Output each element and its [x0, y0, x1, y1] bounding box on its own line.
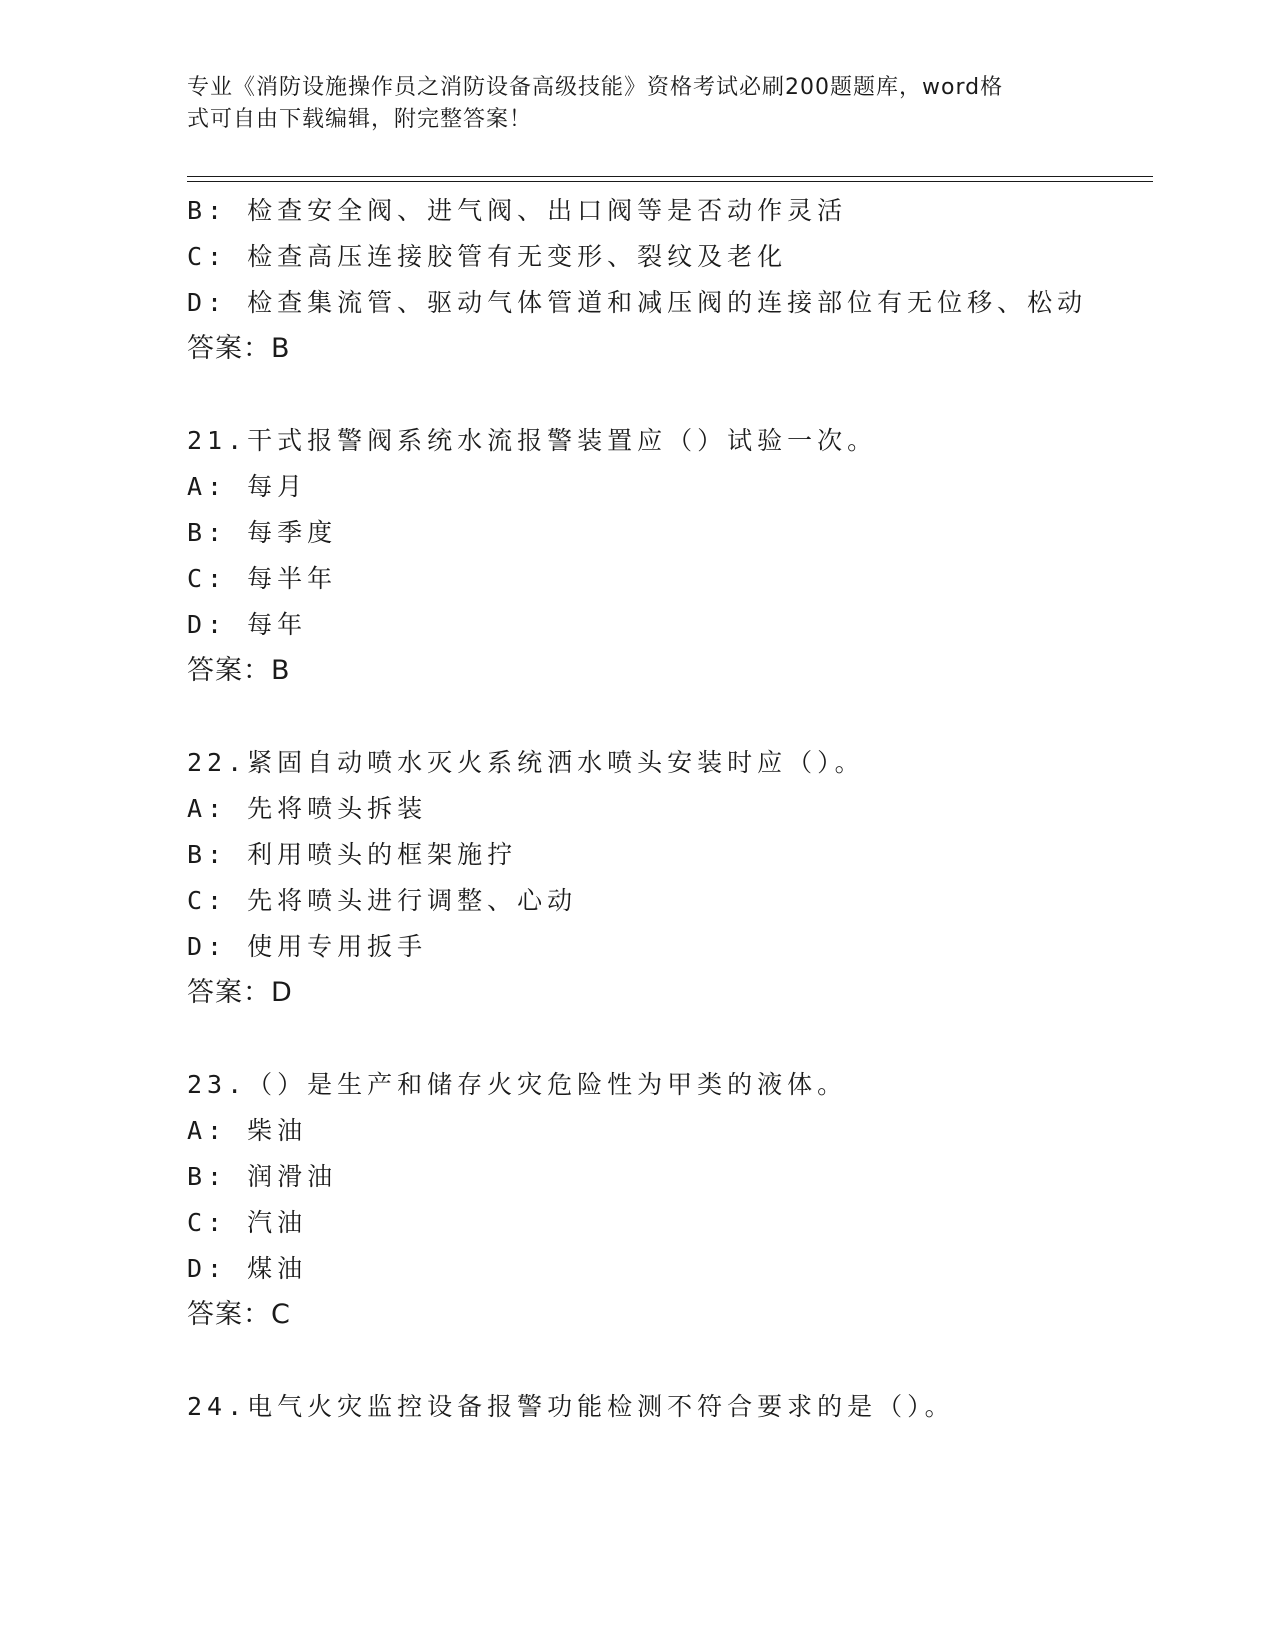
document-header: [187, 72, 1067, 136]
option-d: D: 检查集流管、驱动气体管道和减压阀的连接部位有无位移、松动: [187, 288, 1088, 317]
option-c: C: 检查高压连接胶管有无变形、裂纹及老化: [187, 242, 788, 271]
question-stem: 24.电气火灾监控设备报警功能检测不符合要求的是（）。: [187, 1392, 955, 1421]
option-a: A: 每月: [187, 472, 308, 501]
question-stem: 23.（）是生产和储存火灾危险性为甲类的液体。: [187, 1070, 848, 1099]
question-stem: 21.干式报警阀系统水流报警装置应（）试验一次。: [187, 426, 878, 455]
option-d: D: 使用专用扳手: [187, 932, 428, 961]
option-b: B: 每季度: [187, 518, 338, 547]
header-rule-bottom: [187, 181, 1153, 182]
option-b: B: 利用喷头的框架施拧: [187, 840, 518, 869]
question-block-previous: [187, 188, 1153, 372]
question-list: [187, 188, 1153, 1430]
option-b: B: 检查安全阀、进气阀、出口阀等是否动作灵活: [187, 196, 848, 225]
option-a: A: 先将喷头拆装: [187, 794, 428, 823]
answer-line: 答案：C: [187, 1299, 291, 1330]
question-block-21: [187, 418, 1153, 694]
answer-line: 答案：D: [187, 977, 293, 1008]
header-rule-top: [187, 176, 1153, 177]
question-stem: 22.紧固自动喷水灭火系统洒水喷头安装时应（）。: [187, 748, 865, 777]
option-c: C: 先将喷头进行调整、心动: [187, 886, 578, 915]
question-block-24: [187, 1384, 1153, 1430]
option-d: D: 煤油: [187, 1254, 308, 1283]
header-line-1: 专业《消防设施操作员之消防设备高级技能》资格考试必刷200题题库，word格: [187, 75, 1004, 100]
question-block-22: [187, 740, 1153, 1016]
option-b: B: 润滑油: [187, 1162, 338, 1191]
header-line-2: 式可自由下载编辑，附完整答案！: [187, 107, 533, 132]
spacer: [187, 694, 1153, 740]
option-d: D: 每年: [187, 610, 308, 639]
spacer: [187, 372, 1153, 418]
answer-line: 答案：B: [187, 333, 291, 364]
answer-line: 答案：B: [187, 655, 291, 686]
spacer: [187, 1338, 1153, 1384]
spacer: [187, 1016, 1153, 1062]
question-block-23: [187, 1062, 1153, 1338]
option-a: A: 柴油: [187, 1116, 308, 1145]
option-c: C: 汽油: [187, 1208, 308, 1237]
option-c: C: 每半年: [187, 564, 338, 593]
